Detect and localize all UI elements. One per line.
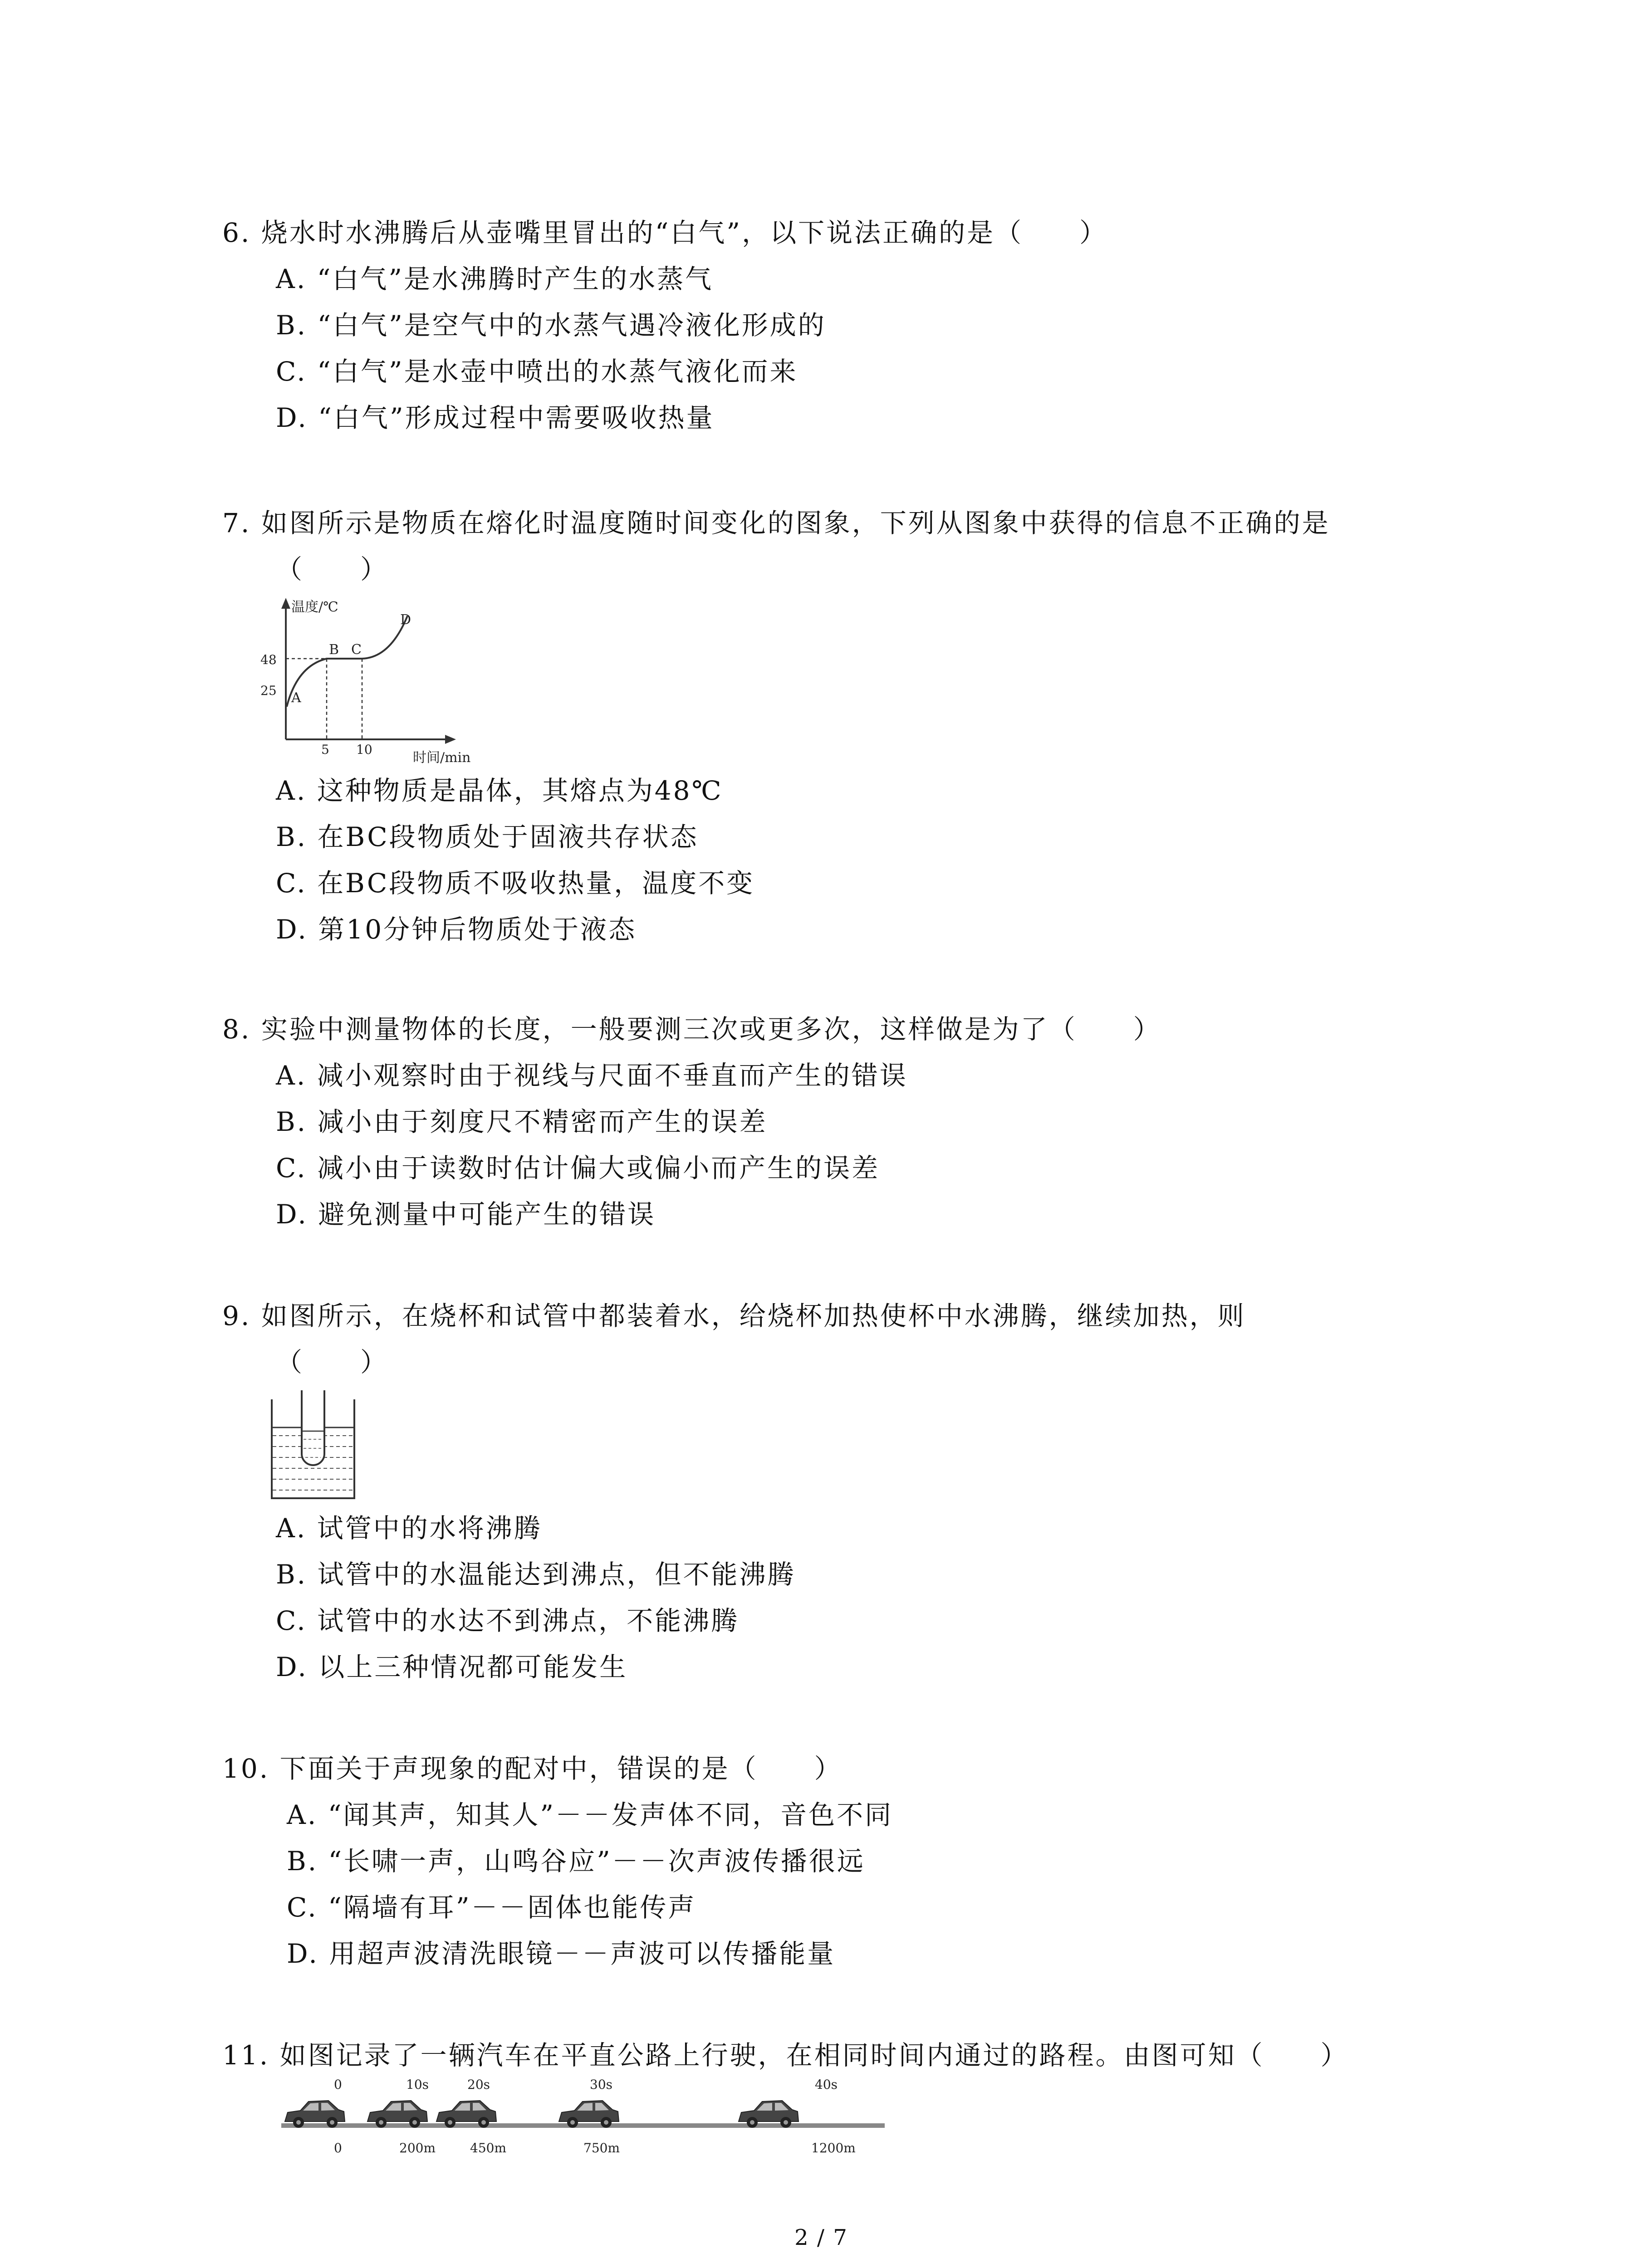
graph-x-tick-5: 5 [321,742,329,757]
beaker-test-tube-figure [270,1390,361,1504]
distance-1200m: 1200m [811,2141,856,2156]
graph-x-label: 时间/min [413,750,471,766]
q10-option-c[interactable]: C. “隔墙有耳”－－固体也能传声 [287,1892,696,1923]
q10-option-d[interactable]: D. 用超声波清洗眼镜－－声波可以传播能量 [287,1938,836,1969]
q7-option-b[interactable]: B. 在BC段物质处于固液共存状态 [276,821,699,852]
q10-stem: 10. 下面关于声现象的配对中，错误的是（ ） [222,1753,843,1784]
q6-option-a[interactable]: A. “白气”是水沸腾时产生的水蒸气 [276,264,714,294]
graph-curve [287,616,407,707]
distance-750m: 750m [583,2141,620,2156]
graph-y-tick-48: 48 [260,652,277,667]
q6-option-c[interactable]: C. “白气”是水壶中喷出的水蒸气液化而来 [276,356,798,387]
q9-option-a[interactable]: A. 试管中的水将沸腾 [276,1513,542,1544]
q9-option-b[interactable]: B. 试管中的水温能达到沸点，但不能沸腾 [276,1559,796,1590]
road [281,2123,885,2128]
test-tube [302,1390,324,1465]
q8-option-d[interactable]: D. 避免测量中可能产生的错误 [276,1199,656,1230]
q9-stem-cont: （ ） [276,1347,389,1378]
time-40s: 40s [815,2077,838,2092]
q8-option-b[interactable]: B. 减小由于刻度尺不精密而产生的误差 [276,1106,768,1137]
melting-graph [254,590,508,771]
q8-stem: 8. 实验中测量物体的长度，一般要测三次或更多次，这样做是为了（ ） [222,1014,1161,1045]
q10-option-b[interactable]: B. “长啸一声，山鸣谷应”－－次声波传播很远 [287,1846,865,1877]
graph-x-tick-10: 10 [356,742,372,757]
graph-point-c: C [351,642,362,658]
q9-stem: 9. 如图所示，在烧杯和试管中都装着水，给烧杯加热使杯中水沸腾，继续加热，则 [222,1300,1246,1331]
time-20s: 20s [467,2077,490,2092]
q7-stem-cont: （ ） [276,554,389,585]
graph-y-arrow [281,598,290,609]
time-0: 0 [334,2077,342,2092]
page-number: 2 / 7 [794,2225,848,2250]
q6-option-b[interactable]: B. “白气”是空气中的水蒸气遇冷液化形成的 [276,310,826,341]
graph-point-d: D [400,612,411,628]
q11-stem: 11. 如图记录了一辆汽车在平直公路上行驶，在相同时间内通过的路程。由图可知（ ） [222,2040,1349,2071]
car-motion-figure [277,2075,885,2166]
q7-option-a[interactable]: A. 这种物质是晶体，其熔点为48℃ [276,775,723,806]
time-10s: 10s [406,2077,429,2092]
q7-stem: 7. 如图所示是物质在熔化时温度随时间变化的图象，下列从图象中获得的信息不正确的是 [222,508,1330,538]
graph-y-tick-25: 25 [260,683,277,698]
q6-option-d[interactable]: D. “白气”形成过程中需要吸收热量 [276,402,715,433]
q10-option-a[interactable]: A. “闻其声，知其人”－－发声体不同，音色不同 [287,1799,893,1830]
distance-200m: 200m [399,2141,436,2156]
time-30s: 30s [590,2077,612,2092]
graph-point-a: A [291,690,301,706]
q6-stem: 6. 烧水时水沸腾后从壶嘴里冒出的“白气”，以下说法正确的是（ ） [222,217,1108,248]
q8-option-c[interactable]: C. 减小由于读数时估计偏大或偏小而产生的误差 [276,1153,880,1183]
distance-450m: 450m [470,2141,506,2156]
q7-option-d[interactable]: D. 第10分钟后物质处于液态 [276,914,637,945]
graph-x-arrow [445,735,456,744]
graph-y-label: 温度/℃ [291,599,338,615]
graph-point-b: B [329,642,339,658]
q8-option-a[interactable]: A. 减小观察时由于视线与尺面不垂直而产生的错误 [276,1060,908,1091]
distance-0: 0 [334,2141,342,2156]
q9-option-d[interactable]: D. 以上三种情况都可能发生 [276,1652,628,1682]
q9-option-c[interactable]: C. 试管中的水达不到沸点，不能沸腾 [276,1605,740,1636]
q7-option-c[interactable]: C. 在BC段物质不吸收热量，温度不变 [276,868,755,899]
